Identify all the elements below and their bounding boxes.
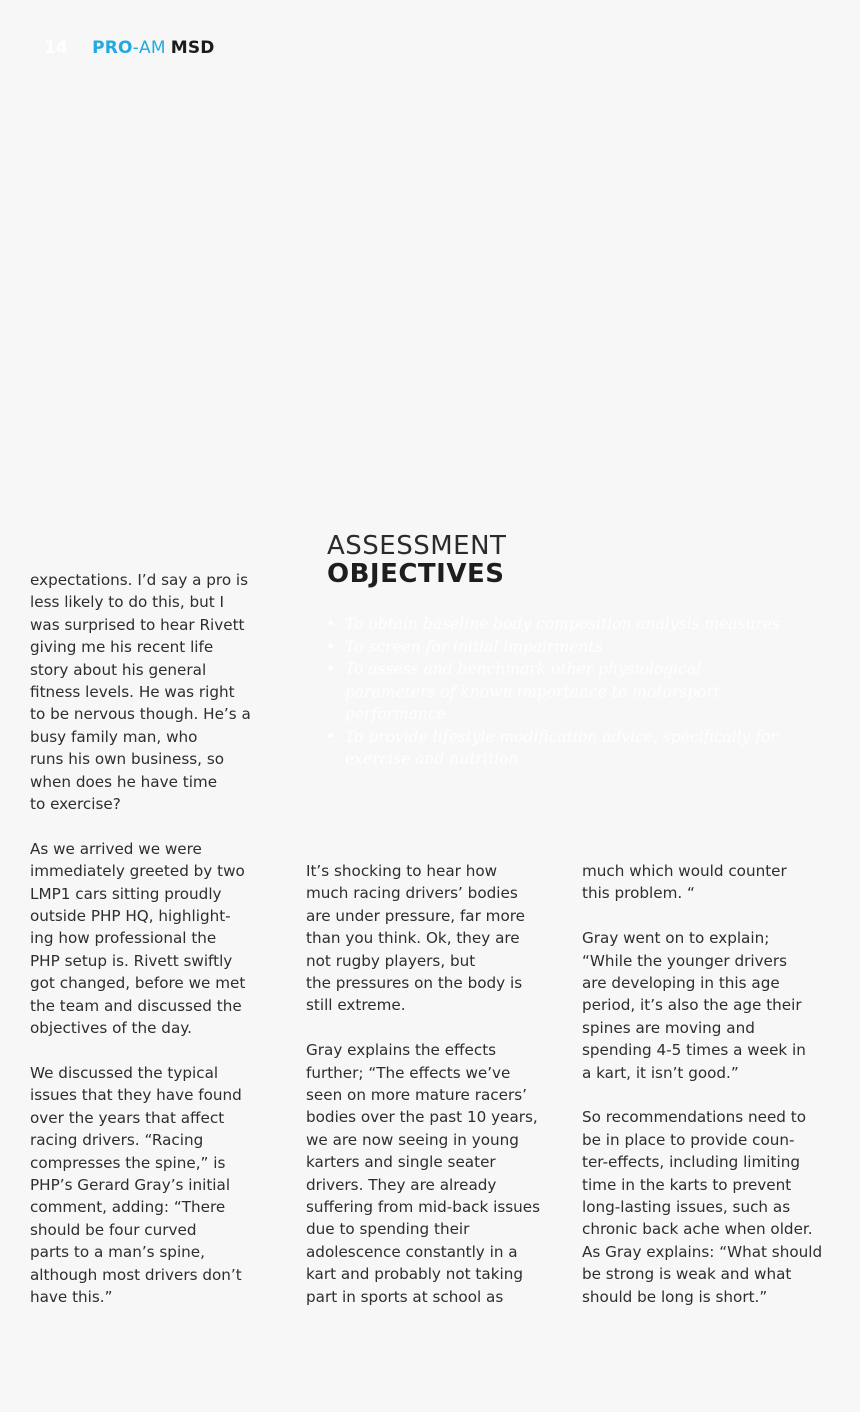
column3-paragraph-3: So recommendations need to be in place to provide coun- ter-effects, including limiting time in the karts to prevent long-lasting issues, such as chronic back ache when older. As Gray explains: “What should be strong is weak and what should be long is short.” [582,1108,823,1306]
brand-separator: - [132,38,140,58]
objective-text: To obtain baseline body composition analysis measures [345,615,780,633]
column1-paragraph-1: expectations. I’d say a pro is less likely to do this, but I was surprised to hear Rivett giving me his recent life story about his general fitness levels. He was right to be nervous though. He’s a busy family man, who runs his own business, so when does he have time to exercise? [30,571,251,814]
objective-item [326,658,786,726]
column3-paragraph-1: much which would counter this problem. “ [582,862,787,903]
objective-item [326,613,786,636]
bullet-icon: • [326,615,336,633]
brand-am: AM [139,38,166,58]
column2-paragraph-1: It’s shocking to hear how much racing drivers’ bodies are under pressure, far more than you think. Ok, they are not rugby players, but the pressures on the body is still extreme. [306,862,526,1015]
page-number: 14 [44,38,69,58]
heading-line-objectives: OBJECTIVES [327,559,505,589]
column1-paragraph-3: We discussed the typical issues that they have found over the years that affect racing drivers. “Racing compresses the spine,” is PHP’s Gerard Gray’s initial comment, adding: “There should be four curved parts to a man’s spine, although most drivers don’t have this.” [30,1063,242,1306]
column1-paragraph-2: As we arrived we were immediately greeted by two LMP1 cars sitting proudly outside PHP HQ, highlight- ing how professional the PHP setup is. Rivett swiftly got changed, before we met the team and discussed the objectives of the day. [30,839,246,1038]
heading-line-assessment: ASSESSMENT [327,531,507,561]
brand-pro: PRO [92,38,133,58]
objective-text: To screen for initial impairments [345,637,603,656]
page-header [44,37,215,59]
objective-text: To assess and benchmark other physiological parameters of known importance to motorsport performance [345,660,721,723]
objective-text: To provide lifestyle modification advice, specifically for exercise and nutrition [345,727,778,768]
column2-paragraph-2: Gray explains the effects further; “The effects we’ve seen on more mature racers’ bodies over the past 10 years, we are now seeing in young karters and single seater drivers. They are already suffering from mid-back issues due to spending their adolescence constantly in a kart and probably not taking part in sports at school as [306,1041,541,1306]
column3-paragraph-2: Gray went on to explain; “While the younger drivers are developing in this age period, it’s also the age their spines are moving and spending 4-5 times a week in a kart, it isn’t good.” [582,929,806,1082]
bullet-icon: • [326,637,336,656]
objective-item [326,636,786,659]
brand-msd: MSD [170,38,215,58]
article-column-3 [582,860,844,1308]
article-column-2 [306,860,571,1308]
bullet-icon: • [326,660,336,678]
bullet-icon: • [326,727,336,746]
assessment-objectives-heading [327,532,506,588]
article-column-1 [30,569,295,1308]
objectives-list [326,613,786,771]
objective-item [326,726,786,771]
